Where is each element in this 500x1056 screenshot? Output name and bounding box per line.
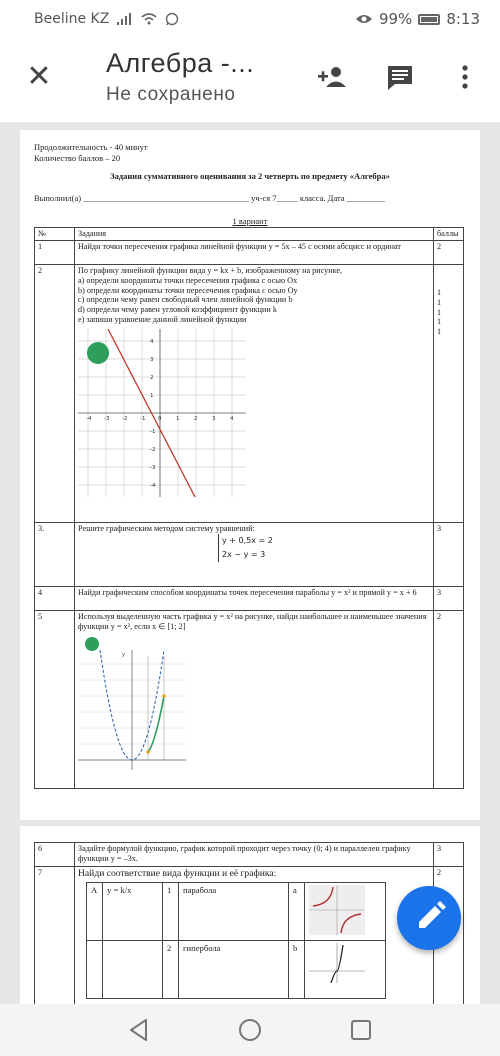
table-row bbox=[35, 610, 464, 788]
edit-button[interactable] bbox=[397, 886, 461, 950]
back-icon[interactable] bbox=[126, 1017, 152, 1043]
tasks-table bbox=[34, 227, 464, 789]
points-total-text: Количество баллов – 20 bbox=[34, 153, 121, 163]
subtask-item: b) определи координаты точки пересечения графика с осью Oy bbox=[78, 285, 298, 295]
header-points: баллы bbox=[434, 228, 464, 241]
task-num: 2 bbox=[35, 264, 75, 522]
equation: 2x − y = 3 bbox=[222, 549, 266, 559]
cubic-graph bbox=[309, 943, 365, 983]
x-tick-label: 0 bbox=[158, 415, 162, 422]
match-graph-letter: b bbox=[289, 940, 305, 998]
duration-text: Продолжительность - 40 минут bbox=[34, 142, 148, 152]
subtask-points: 1 bbox=[437, 327, 442, 337]
y-tick-label: -3 bbox=[150, 464, 156, 471]
svg-text:y: y bbox=[122, 651, 125, 658]
subtask-item: e) запиши уравнение данной линейной функции bbox=[78, 315, 247, 325]
document-page-1 bbox=[20, 130, 480, 820]
table-row bbox=[35, 586, 464, 610]
y-tick-label: 1 bbox=[150, 392, 154, 399]
y-tick-label: 4 bbox=[150, 338, 154, 345]
task-text: Решите графическим методом систему уравнений: bbox=[78, 523, 255, 533]
task-text: По графику линейной функции вида y = kx + b, изображенному на рисунке, bbox=[78, 265, 343, 275]
carrier-label: Beeline KZ bbox=[34, 11, 110, 27]
status-bar bbox=[0, 0, 500, 38]
task-points: 2 bbox=[434, 867, 464, 1007]
close-icon[interactable]: ✕ bbox=[26, 59, 52, 94]
x-tick-label: -3 bbox=[104, 415, 110, 422]
task-num: 7 bbox=[35, 867, 75, 1007]
recent-apps-icon[interactable] bbox=[348, 1017, 374, 1043]
badge-icon bbox=[87, 342, 109, 364]
add-person-icon[interactable] bbox=[316, 60, 350, 94]
clock: 8:13 bbox=[446, 10, 480, 28]
table-row bbox=[35, 522, 464, 586]
match-number: 1 bbox=[163, 882, 179, 940]
subtask-item: a) определи координаты точки пересечения графика с осью Ox bbox=[78, 275, 298, 285]
task-points: 3 bbox=[434, 586, 464, 610]
subtask-item: c) определи чему равен свободный член линейной функции b bbox=[78, 295, 293, 305]
pencil-icon bbox=[397, 886, 461, 950]
highlighted-segment bbox=[148, 696, 164, 752]
equation-system bbox=[218, 534, 273, 562]
whatsapp-icon bbox=[165, 12, 179, 26]
x-tick-label: 3 bbox=[212, 415, 216, 422]
x-tick-label: 1 bbox=[176, 415, 180, 422]
y-tick-label: 3 bbox=[150, 356, 154, 363]
match-kind: парабола bbox=[179, 882, 289, 940]
x-tick-label: -1 bbox=[140, 415, 146, 422]
table-row bbox=[87, 882, 386, 940]
subtask-points: 1 bbox=[437, 317, 442, 327]
subtask-points: 1 bbox=[437, 297, 442, 307]
x-tick-label: -4 bbox=[86, 415, 92, 422]
equation: y + 0,5x = 2 bbox=[222, 535, 273, 545]
y-tick-label: 2 bbox=[150, 374, 154, 381]
header-task: Задания bbox=[75, 228, 434, 241]
y-tick-label: -2 bbox=[150, 446, 156, 453]
task-num: 5 bbox=[35, 610, 75, 788]
app-bar bbox=[0, 38, 500, 122]
table-row bbox=[35, 843, 464, 867]
table-header-row bbox=[35, 228, 464, 241]
match-kind: гипербола bbox=[179, 940, 289, 998]
comment-icon[interactable] bbox=[383, 60, 417, 94]
match-graph-letter: a bbox=[289, 882, 305, 940]
task-num: 4 bbox=[35, 586, 75, 610]
subtask-points: 1 bbox=[437, 307, 442, 317]
table-row bbox=[35, 240, 464, 264]
x-tick-label: 4 bbox=[230, 415, 234, 422]
task-points: 2 bbox=[434, 610, 464, 788]
subtask-item: d) определи чему равен угловой коэффициент функции k bbox=[78, 305, 277, 315]
task-num: 6 bbox=[35, 843, 75, 867]
header-num: № bbox=[35, 228, 75, 241]
document-heading: Задания суммативного оценивания за 2 четверть по предмету «Алгебра» bbox=[110, 171, 390, 181]
task-text: Найди точки пересечения графика линейной функции y = 5x – 45 с осями абсцисс и ординат bbox=[75, 240, 434, 264]
signal-icon bbox=[117, 13, 133, 25]
task-text: Найди графическим способом координаты точек пересечения параболы y = x² и прямой y = x + 6 bbox=[75, 586, 434, 610]
navigation-bar bbox=[0, 1004, 500, 1056]
task-points: 2 bbox=[434, 240, 464, 264]
task-points: 3 bbox=[434, 843, 464, 867]
matching-table bbox=[86, 882, 386, 999]
hyperbola-graph bbox=[309, 885, 365, 935]
document-title: Алгебра -... bbox=[106, 48, 255, 78]
battery-icon bbox=[418, 14, 440, 25]
table-row bbox=[35, 264, 464, 522]
save-status: Не сохранено bbox=[106, 84, 236, 105]
parabola-graph bbox=[78, 636, 188, 771]
more-options-icon[interactable] bbox=[448, 60, 482, 94]
table-row bbox=[87, 940, 386, 998]
task-text: Найди соответствие вида функции и её графика: bbox=[78, 868, 277, 879]
task-text: Используя выделенную часть графика y = x² на рисунке, найди наибольшее и наименьшее значения функции y = x², если x ∈ [1; 2] bbox=[78, 611, 427, 631]
subtask-points: 1 bbox=[437, 287, 442, 297]
match-letter: A bbox=[87, 882, 103, 940]
y-tick-label: -4 bbox=[150, 482, 156, 489]
y-tick-label: -1 bbox=[150, 428, 156, 435]
match-number: 2 bbox=[163, 940, 179, 998]
wifi-icon bbox=[141, 13, 157, 25]
battery-percent: 99% bbox=[378, 10, 413, 28]
student-fill-line: Выполнил(а) _______________________________________ уч-ся 7_____ класса. Дата _________ bbox=[34, 193, 386, 203]
task-points: 3 bbox=[434, 522, 464, 586]
match-formula: y = k/x bbox=[103, 882, 163, 940]
badge-icon bbox=[85, 637, 99, 651]
home-icon[interactable] bbox=[237, 1017, 263, 1043]
task-num: 3. bbox=[35, 522, 75, 586]
variant-heading: 1 вариант bbox=[232, 216, 268, 226]
task-num: 1 bbox=[35, 240, 75, 264]
task-text: Задайте формулой функцию, график которой проходит через точку (0; 4) и параллелен графику функции y = –3x. bbox=[75, 843, 434, 867]
linear-function-graph bbox=[78, 329, 248, 499]
x-tick-label: -2 bbox=[122, 415, 128, 422]
x-tick-label: 2 bbox=[194, 415, 198, 422]
eye-icon bbox=[355, 13, 373, 25]
